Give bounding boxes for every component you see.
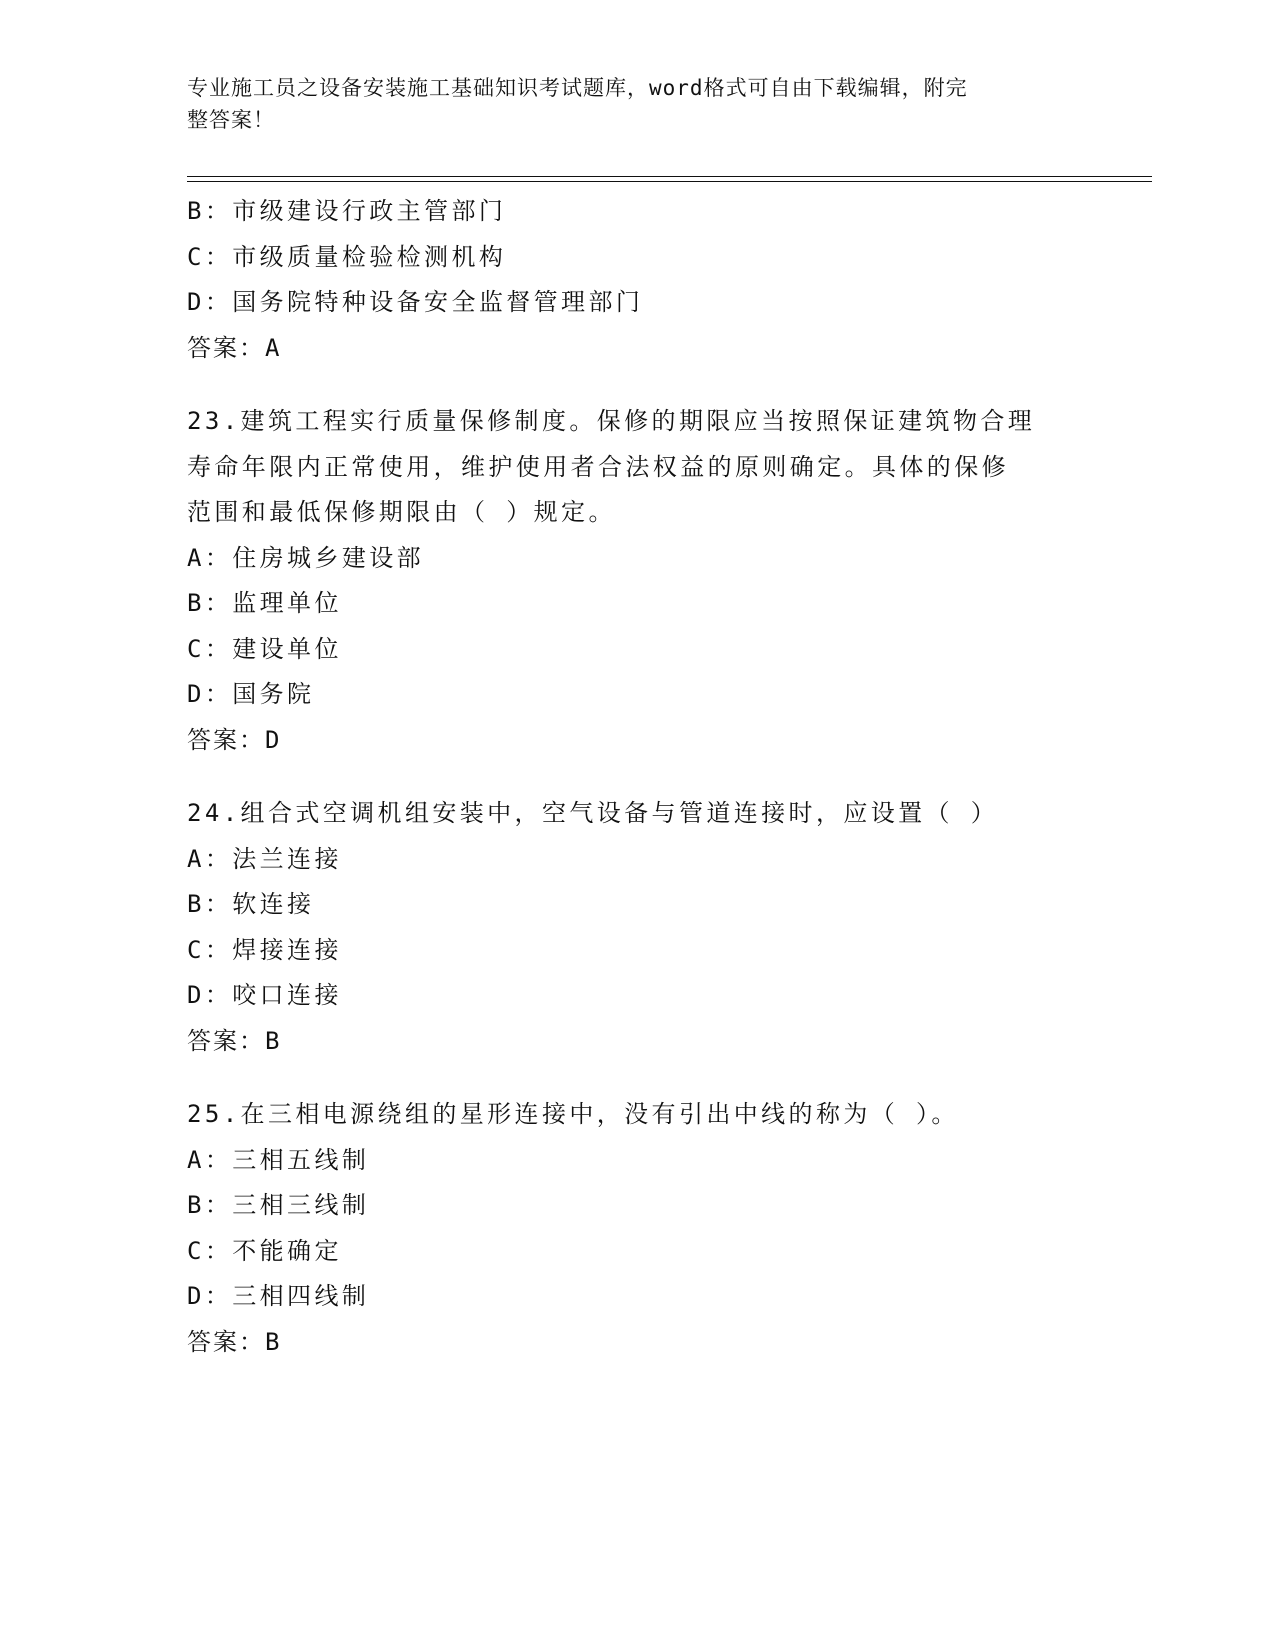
question-content <box>187 189 1087 1365</box>
question-text-line: 寿命年限内正常使用，维护使用者合法权益的原则确定。具体的保修 <box>187 452 1009 481</box>
question-block-24 <box>187 791 1087 1064</box>
option-d: D：国务院 <box>187 680 315 708</box>
answer-line: 答案：B <box>187 1327 282 1356</box>
header-line-1: 专业施工员之设备安装施工基础知识考试题库，word格式可自由下载编辑，附完 <box>187 76 968 100</box>
document-header <box>187 72 1067 136</box>
question-text-line: 23.建筑工程实行质量保修制度。保修的期限应当按照保证建筑物合理 <box>187 407 1036 435</box>
question-text-line: 范围和最低保修期限由（ ）规定。 <box>187 498 616 526</box>
option-c: C：建设单位 <box>187 634 342 663</box>
answer-line: 答案：A <box>187 333 282 362</box>
option-a: A：法兰连接 <box>187 844 342 873</box>
answer-line: 答案：B <box>187 1026 282 1055</box>
option-a: A：三相五线制 <box>187 1145 370 1174</box>
question-block-25 <box>187 1092 1087 1365</box>
option-b: B：监理单位 <box>187 589 342 617</box>
option-d: D：咬口连接 <box>187 981 342 1009</box>
question-block-23 <box>187 399 1087 763</box>
option-c: C：焊接连接 <box>187 935 342 964</box>
question-text-line: 24.组合式空调机组安装中，空气设备与管道连接时，应设置（ ） <box>187 799 999 827</box>
header-divider-top <box>187 176 1152 177</box>
question-block-22-continued <box>187 189 1087 371</box>
option-d: D：国务院特种设备安全监督管理部门 <box>187 288 644 316</box>
option-a: A：住房城乡建设部 <box>187 543 425 572</box>
header-line-2: 整答案！ <box>187 108 275 132</box>
option-c: C：市级质量检验检测机构 <box>187 242 507 271</box>
option-b: B：市级建设行政主管部门 <box>187 197 507 225</box>
option-b: B：三相三线制 <box>187 1191 370 1219</box>
header-divider-bottom <box>187 181 1152 182</box>
question-text-line: 25.在三相电源绕组的星形连接中，没有引出中线的称为（ ）。 <box>187 1100 959 1128</box>
option-c: C：不能确定 <box>187 1236 342 1265</box>
answer-line: 答案：D <box>187 725 282 754</box>
option-d: D：三相四线制 <box>187 1282 370 1310</box>
option-b: B：软连接 <box>187 890 315 918</box>
